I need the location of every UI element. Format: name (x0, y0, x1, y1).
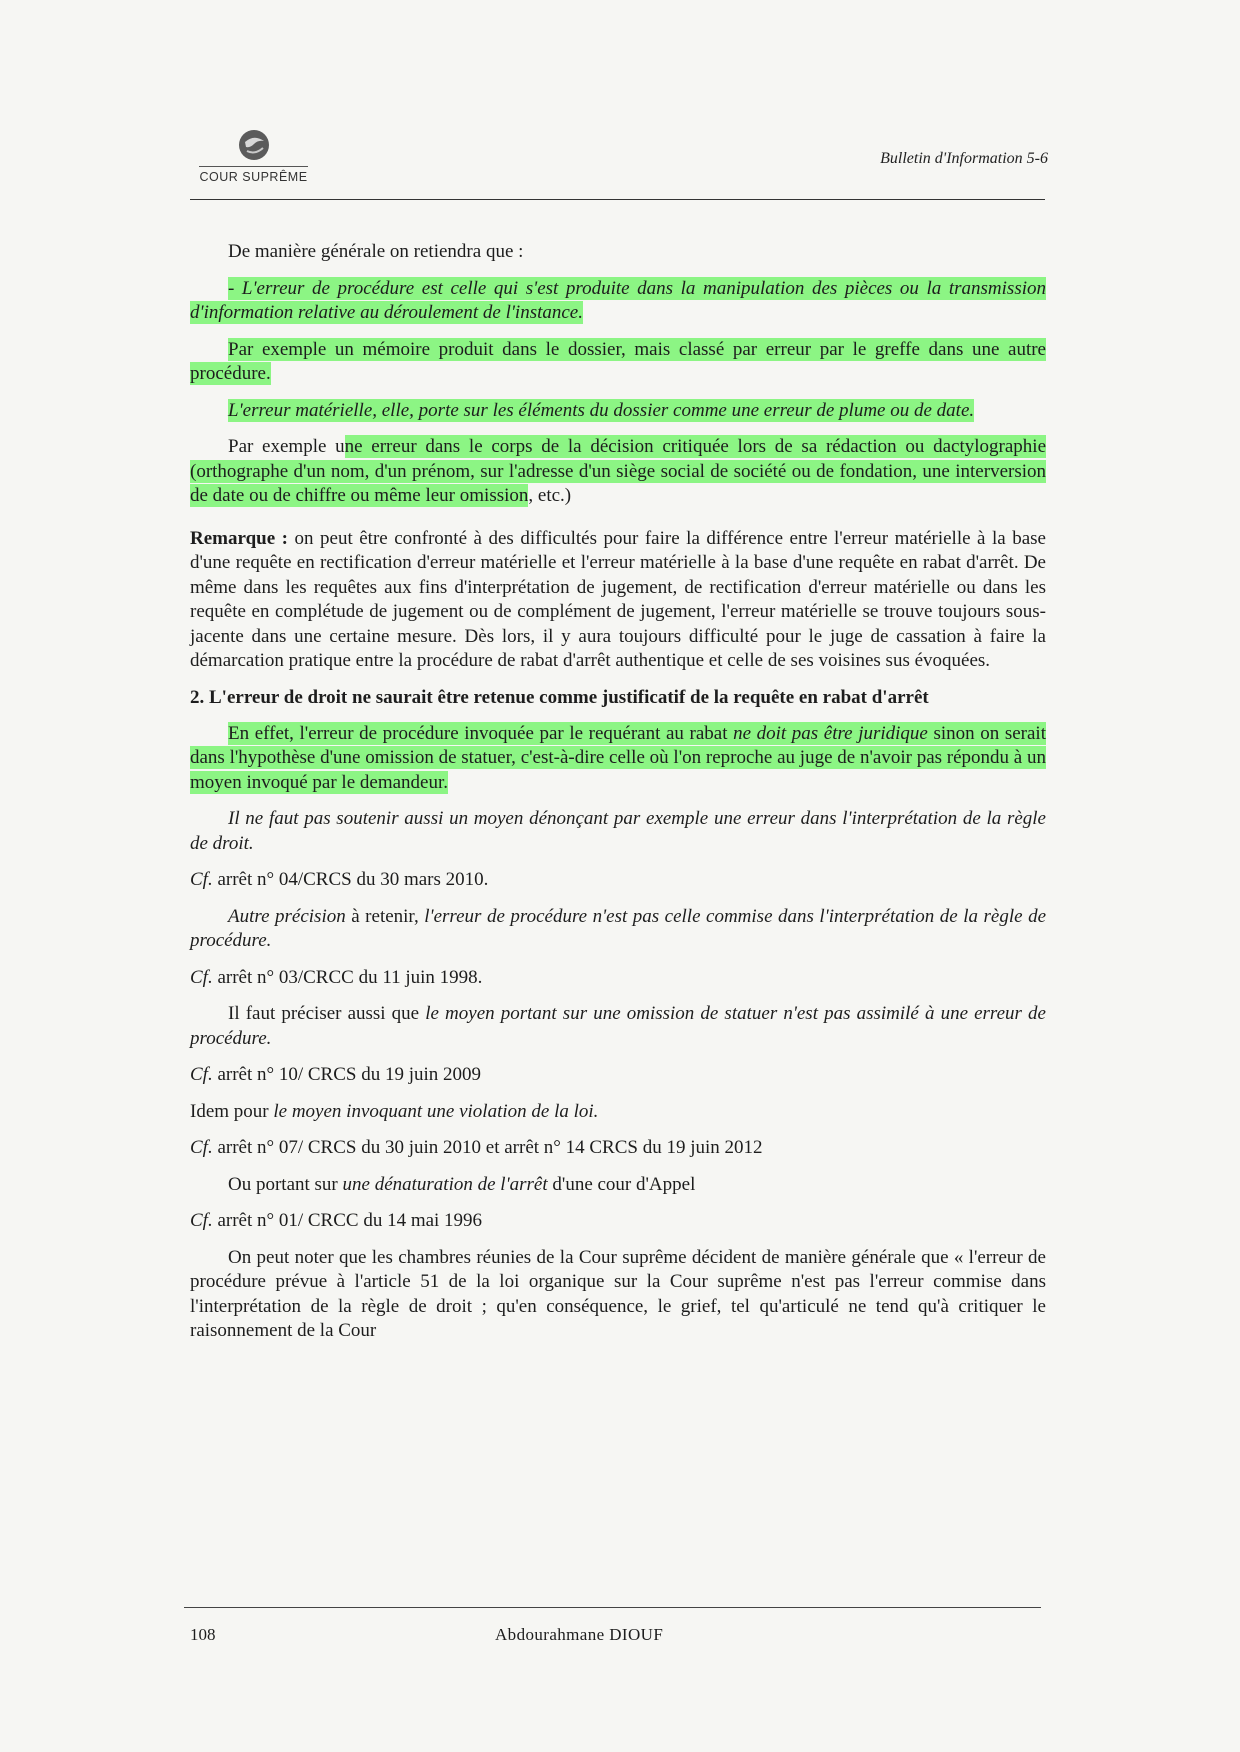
highlighted-text: ne erreur dans le corps de la décision critiquée lors de sa rédaction ou dactylographie (orthographe d'un nom, d'un prénom, sur l'adresse d'un siège social de société ou de fondation, une interversion de date ou de chiffre ou même leur omission (190, 436, 1046, 506)
paragraph: De manière générale on retiendra que : (228, 241, 524, 262)
header-rule (190, 199, 1045, 200)
paragraph: Ou portant sur une dénaturation de l'arrêt d'une cour d'Appel (228, 1173, 696, 1195)
highlighted-text: En effet, l'erreur de procédure invoquée par le requérant au rabat ne doit pas être juridique sinon on serait dans l'hypothèse d'une omission de statuer, c'est-à-dire celle où l'on reproche au juge de n'avoir pas répondu à un moyen invoqué par le demandeur. (190, 722, 1046, 793)
paragraph: On peut noter que les chambres réunies de la Cour suprême décident de manière générale que « l'erreur de procédure prévue à l'article 51 de la loi organique sur la Cour suprême n'est pas l'erreur commise dans l'interprétation de la règle de droit ; qu'en conséquence, le grief, tel qu'articulé ne tend qu'à critiquer le raisonnement de la Cour (190, 1246, 1046, 1341)
citation: Cf. arrêt n° 10/ CRCS du 19 juin 2009 (190, 1064, 482, 1085)
paragraph: Il ne faut pas soutenir aussi un moyen dénonçant par exemple une erreur dans l'interprétation de la règle de droit. (190, 808, 1046, 854)
footer-rule (184, 1607, 1041, 1608)
paragraph (190, 722, 1046, 796)
court-emblem-icon (237, 128, 271, 162)
paragraph (190, 277, 1046, 326)
citation: Cf. arrêt n° 01/ CRCC du 14 mai 1996 (190, 1210, 483, 1231)
paragraph: Autre précision à retenir, l'erreur de procédure n'est pas celle commise dans l'interprétation de la règle de procédure. (190, 905, 1047, 951)
paragraph: Idem pour le moyen invoquant une violation de la loi. (190, 1100, 599, 1122)
author-name: Abdourahmane DIOUF (495, 1625, 664, 1644)
body-text (190, 240, 1046, 1356)
citation: Cf. arrêt n° 07/ CRCS du 30 juin 2010 et arrêt n° 14 CRCS du 19 juin 2012 (190, 1137, 763, 1158)
section-heading: 2. L'erreur de droit ne saurait être retenue comme justificatif de la requête en rabat d'arrêt (190, 686, 929, 708)
paragraph (190, 399, 1046, 424)
paragraph (190, 338, 1046, 387)
citation: Cf. arrêt n° 04/CRCS du 30 mars 2010. (190, 869, 489, 890)
citation: Cf. arrêt n° 03/CRCC du 11 juin 1998. (190, 966, 483, 988)
paragraph: Il faut préciser aussi que le moyen portant sur une omission de statuer n'est pas assimilé à une erreur de procédure. (190, 1003, 1046, 1049)
remark-paragraph: Remarque : on peut être confronté à des difficultés pour faire la différence entre l'erreur matérielle à la base d'une requête en rectification d'erreur matérielle et l'erreur matérielle à la base d'une requête en rabat d'arrêt. De même dans les requêtes aux fins d'interprétation de jugement, de rectification d'erreur matérielle ou dans les requête en complétude de jugement ou de complément de jugement, l'erreur matérielle se trouve toujours sous-jacente dans une certaine mesure. Dès lors, il y aura toujours difficulté pour le juge de cassation à faire la démarcation pratique entre la procédure de rabat d'arrêt authentique et celle de ses voisines sus évoquées. (190, 527, 1046, 671)
highlighted-text: L'erreur matérielle, elle, porte sur les éléments du dossier comme une erreur de plume ou de date. (228, 399, 975, 421)
highlighted-text: Par exemple un mémoire produit dans le dossier, mais classé par erreur par le greffe dans une autre procédure. (190, 338, 1046, 384)
logo-text: COUR SUPRÊME (199, 166, 307, 184)
page-number: 108 (190, 1625, 216, 1644)
paragraph: Par exemple une erreur dans le corps de la décision critiquée lors de sa rédaction ou dactylographie (orthographe d'un nom, d'un prénom, sur l'adresse d'un siège social de société ou de fondation, une interversion de date ou de chiffre ou même leur omission, etc.) (190, 436, 1046, 506)
cour-supreme-logo (196, 128, 311, 185)
remark-label: Remarque : (190, 527, 288, 549)
highlighted-text: - L'erreur de procédure est celle qui s'est produite dans la manipulation des pièces ou la transmission d'information relative au déroulement de l'instance. (190, 277, 1047, 323)
bulletin-title: Bulletin d'Information 5-6 (880, 150, 1048, 167)
